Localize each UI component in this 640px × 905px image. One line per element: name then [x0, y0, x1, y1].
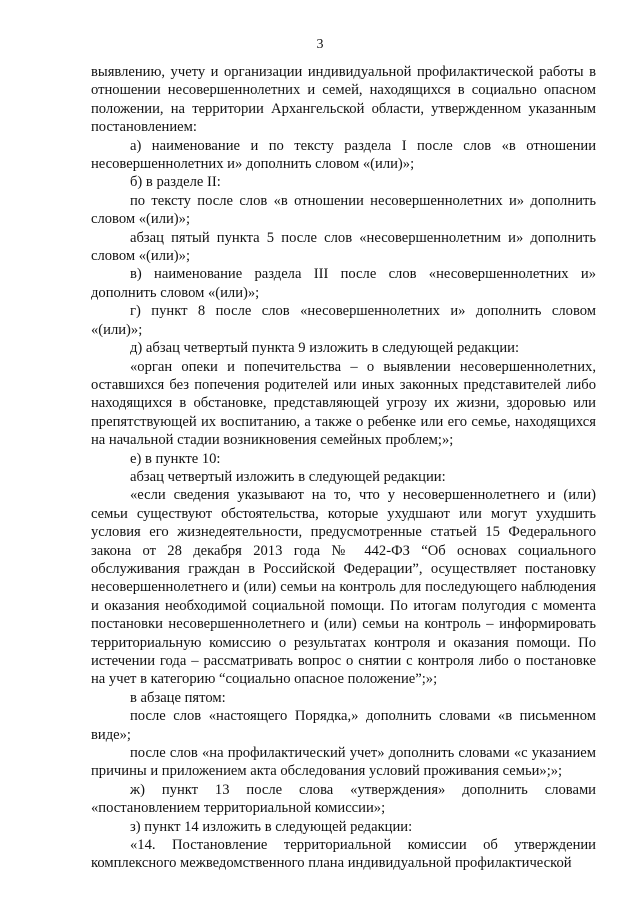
paragraph: после слов «на профилактический учет» дополнить словами «с указанием причины и приложением акта обследования условий проживания семьи»;»; [91, 745, 596, 780]
paragraph: д) абзац четвертый пункта 9 изложить в следующей редакции: [130, 340, 520, 357]
paragraph: г) пункт 8 после слов «несовершеннолетних и» дополнить словом «(или)»; [91, 303, 596, 338]
paragraph: б) в разделе II: [130, 174, 221, 191]
paragraph: е) в пункте 10: [130, 450, 221, 467]
paragraph: а) наименование и по тексту раздела I после слов «в отношении несовершеннолетних и» дополнить словом «(или)»; [91, 137, 596, 173]
page-number: 3 [316, 37, 324, 52]
paragraph: «орган опеки и попечительства – о выявлении несовершеннолетних, оставшихся без попечения родителей или иных законных представителей либо находящихся в обстановке, представляющей угрозу их жизни, здоровью или препятствующей их воспитанию, а также о ребенке или его семье, находящихся на начальной стадии возникновения семейных проблем;»; [91, 358, 596, 449]
paragraph: абзац пятый пункта 5 после слов «несовершеннолетним и» дополнить словом «(или)»; [91, 229, 596, 265]
paragraph: выявлению, учету и организации индивидуальной профилактической работы в отношении несовершеннолетних и семей, находящихся в социально опасном положении, на территории Архангельской области, утвержденном указанным постановлением: [91, 64, 596, 136]
paragraph: по тексту после слов «в отношении несовершеннолетних и» дополнить словом «(или)»; [91, 192, 596, 228]
paragraph: в) наименование раздела III после слов «несовершеннолетних и» дополнить словом «(или)»; [91, 266, 596, 301]
paragraph: «14. Постановление территориальной комиссии об утверждении комплексного межведомственного плана индивидуальной профилактической [91, 837, 596, 872]
paragraph: ж) пункт 13 после слова «утверждения» дополнить словами «постановлением территориальной комиссии»; [91, 781, 596, 817]
paragraph: после слов «настоящего Порядка,» дополнить словами «в письменном виде»; [91, 708, 596, 743]
document-body [91, 63, 596, 873]
paragraph: в абзаце пятом: [130, 689, 226, 706]
paragraph: абзац четвертый изложить в следующей редакции: [130, 468, 446, 485]
paragraph: «если сведения указывают на то, что у несовершеннолетнего и (или) семьи существуют обстоятельства, которые ухудшают или могут ухудшить условия его жизнедеятельности, предусмотренные статьей 15 Федерального закона от 28 декабря 2013 года № 442-ФЗ “Об основах социального обслуживания граждан в Российской Федерации”, осуществляет постановку несовершеннолетнего и (или) семьи на контроль для последующего наблюдения и оказания необходимой социальной помощи. По итогам полугодия с момента постановки несовершеннолетнего и (или) семьи на контроль – информировать территориальную комиссию о результатах контроля и оказания помощи. По истечении года – рассматривать вопрос о снятии с контроля либо о постановке на учет в категорию “социально опасное положение”;»; [91, 487, 596, 688]
paragraph: з) пункт 14 изложить в следующей редакции: [130, 818, 413, 835]
